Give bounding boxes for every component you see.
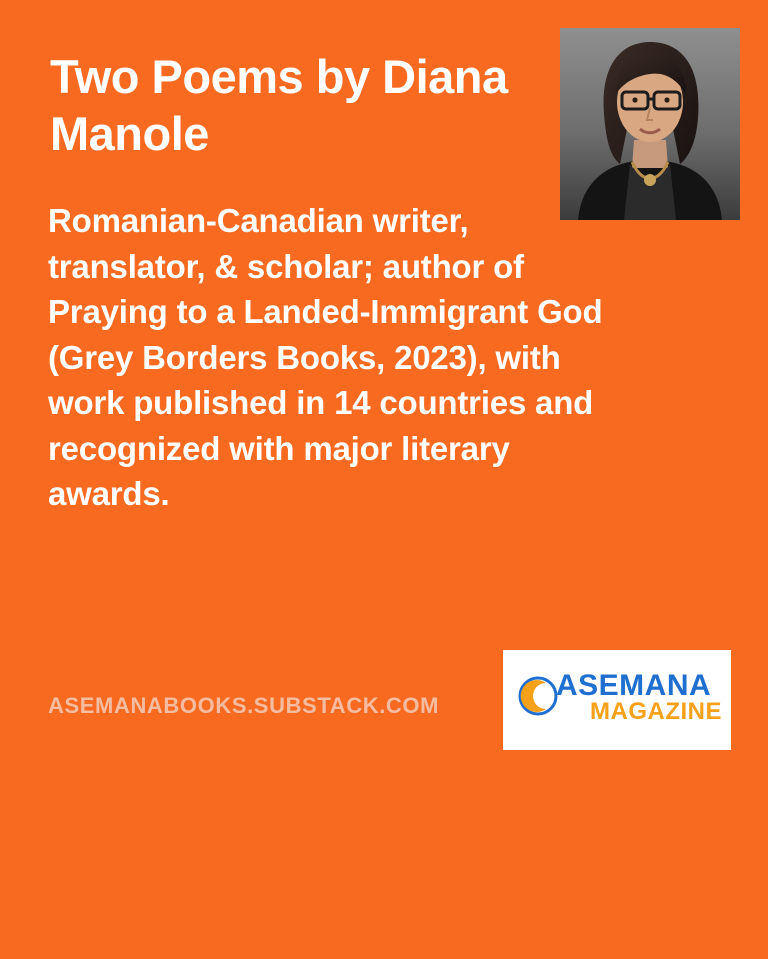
author-bio: Romanian-Canadian writer, translator, & scholar; author of Praying to a Landed-Immigrant God (Grey Borders Books, 2023), with work published in 14 countries and recognized with major literary awards. bbox=[48, 202, 603, 513]
page-title: Two Poems by Diana Manole bbox=[50, 50, 508, 161]
logo-subwordmark: MAGAZINE bbox=[590, 698, 722, 725]
avatar bbox=[560, 28, 740, 220]
site-url[interactable]: ASEMANABOOKS.SUBSTACK.COM bbox=[48, 693, 440, 718]
crescent-logo-icon bbox=[518, 676, 558, 716]
logo-wordmark: ASEMANA bbox=[556, 669, 712, 702]
asemana-magazine-logo[interactable] bbox=[503, 650, 731, 750]
